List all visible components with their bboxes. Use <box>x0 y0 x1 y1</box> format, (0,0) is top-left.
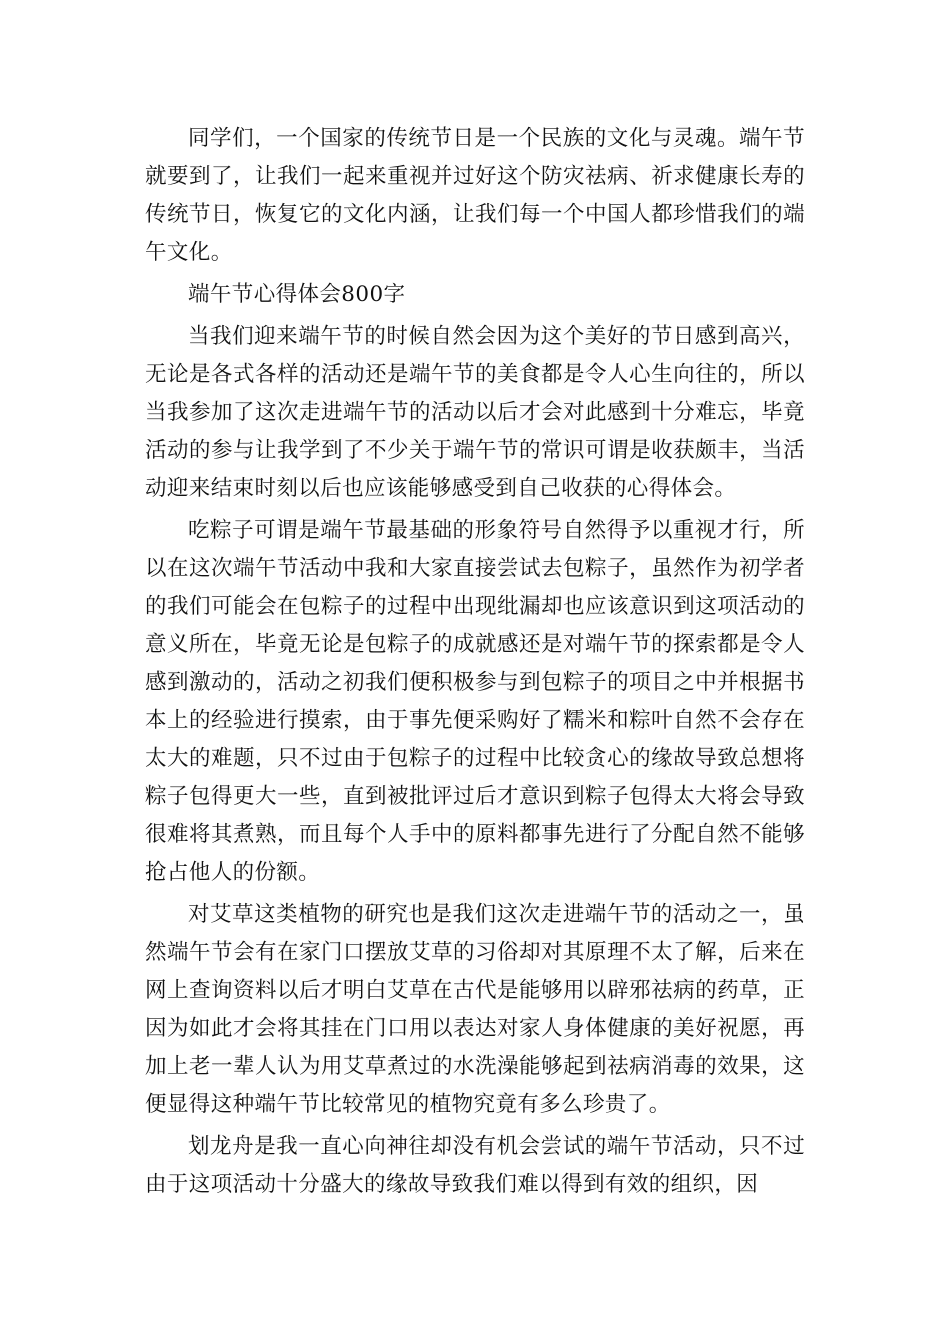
section-heading: 端午节心得体会800字 <box>188 282 406 307</box>
paragraph-mugwort: 对艾草这类植物的研究也是我们这次走进端午节的活动之一，虽然端午节会有在家门口摆放艾草的习俗却对其原理不太了解，后来在网上查询资料以后才明白艾草在古代是能够用以辟邪祛病的药草，正因为如此才会将其挂在门口用以表达对家人身体健康的美好祝愿，再加上老一辈人认为用艾草煮过的水洗澡能够起到祛病消毒的效果，这便显得这种端午节比较常见的植物究竟有多么珍贵了。 <box>145 902 805 1117</box>
document-body <box>145 120 805 1208</box>
paragraph-zongzi: 吃粽子可谓是端午节最基础的形象符号自然得予以重视才行，所以在这次端午节活动中我和大家直接尝试去包粽子，虽然作为初学者的我们可能会在包粽子的过程中出现纰漏却也应该意识到这项活动的意义所在，毕竟无论是包粽子的成就感还是对端午节的探索都是令人感到激动的，活动之初我们便积极参与到包粽子的项目之中并根据书本上的经验进行摸索，由于事先便采购好了糯米和粽叶自然不会存在太大的难题，只不过由于包粽子的过程中比较贪心的缘故导致总想将粽子包得更大一些，直到被批评过后才意识到粽子包得太大将会导致很难将其煮熟，而且每个人手中的原料都事先进行了分配自然不能够抢占他人的份额。 <box>145 518 805 885</box>
paragraph-opening: 当我们迎来端午节的时候自然会因为这个美好的节日感到高兴，无论是各式各样的活动还是端午节的美食都是令人心生向往的，所以当我参加了这次走进端午节的活动以后才会对此感到十分难忘，毕竟活动的参与让我学到了不少关于端午节的常识可谓是收获颇丰，当活动迎来结束时刻以后也应该能够感受到自己收获的心得体会。 <box>145 324 805 501</box>
paragraph-dragon-boat: 划龙舟是我一直心向神往却没有机会尝试的端午节活动，只不过由于这项活动十分盛大的缘故导致我们难以得到有效的组织，因 <box>145 1134 805 1197</box>
paragraph-intro: 同学们，一个国家的传统节日是一个民族的文化与灵魂。端午节就要到了，让我们一起来重视并过好这个防灾祛病、祈求健康长寿的传统节日，恢复它的文化内涵，让我们每一个中国人都珍惜我们的端午文化。 <box>145 126 805 265</box>
